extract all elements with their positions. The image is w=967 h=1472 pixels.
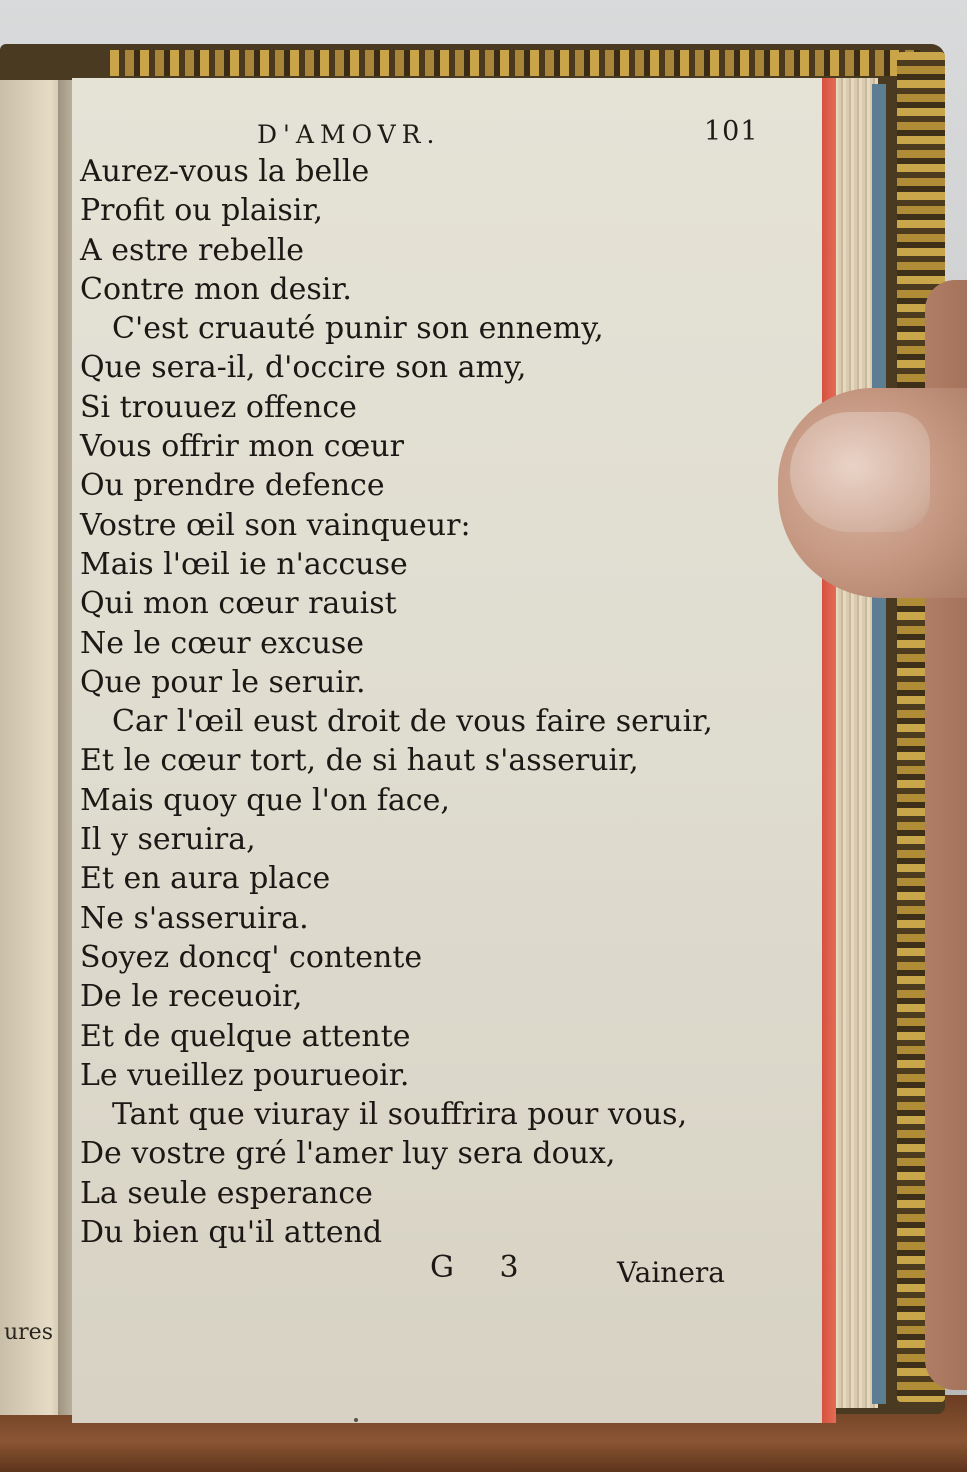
verse-line: Du bien qu'il attend [80,1215,383,1251]
verse-line: A estre rebelle [80,232,305,268]
page-speck [354,1418,358,1422]
verse-line: De le receuoir, [80,979,303,1015]
page-header [72,116,822,156]
verse-line: Soyez doncq' contente [80,939,423,975]
verse-line: Si trouuez offence [80,389,357,425]
signature-mark: G 3 [430,1250,537,1285]
verse-line: Aurez-vous la belle [80,154,370,189]
verse-line: Mais quoy que l'on face, [80,782,450,818]
verse-line: Ne s'asseruira. [80,900,309,936]
verse-line: Et le cœur tort, de si haut s'asseruir, [80,743,639,779]
thumbnail [790,412,930,532]
catchword: Vainera [617,1256,725,1289]
verse-line: Et de quelque attente [80,1018,411,1054]
verse-line: Ou prendre defence [80,468,385,504]
verse-line: Vostre œil son vainqueur: [80,507,471,543]
page-number: 101 [704,116,759,147]
verse-line: Vous offrir mon cœur [80,429,404,465]
verse-line: Le vueillez pourueoir. [80,1057,410,1093]
verse-line: Tant que viuray il souffrira pour vous, [112,1097,688,1133]
page-footer [72,1250,822,1294]
verse-line: La seule esperance [80,1175,373,1211]
verse-line: Mais l'œil ie n'accuse [80,546,408,582]
verse-line: Profit ou plaisir, [80,193,323,229]
verse-line: Que pour le seruir. [80,664,366,700]
verse-line: De vostre gré l'amer luy sera doux, [80,1136,616,1172]
poem-text [80,152,780,1252]
gilt-top-border [110,50,920,76]
ribbon-edge [872,84,886,1404]
verse-line: Contre mon desir. [80,271,352,307]
verse-line: Il y seruira, [80,822,256,858]
verse-line: Qui mon cœur rauist [80,586,397,622]
verse-line: Car l'œil eust droit de vous faire seruir, [112,704,713,740]
verse-line: Que sera-il, d'occire son amy, [80,350,527,386]
verse-line: Et en aura place [80,861,331,897]
verse-line: Ne le cœur excuse [80,625,365,661]
verse-line: C'est cruauté punir son ennemy, [112,311,604,347]
running-head: D'AMOVR. [257,120,441,149]
left-page-fragment: ures [4,1320,53,1345]
